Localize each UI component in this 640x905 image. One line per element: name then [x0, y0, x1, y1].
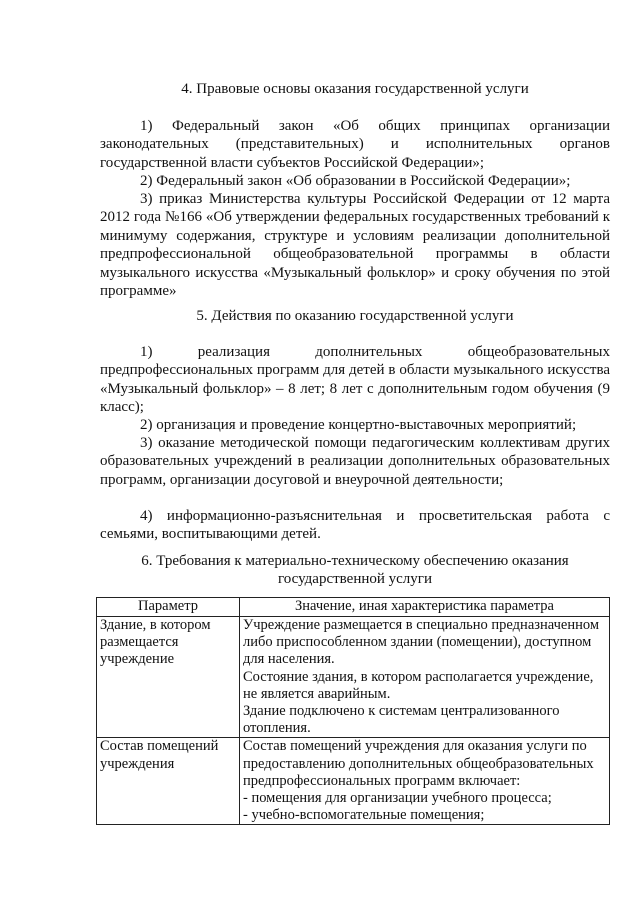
table-row — [97, 738, 610, 825]
section-5-item-3: 3) оказание методической помощи педагогическим коллективам других образовательных учреждений в реализации дополнительных образовательных программ, организации досуговой и внеурочной деятельности; — [100, 435, 610, 488]
section-5-item-1: 1) реализация дополнительных общеобразовательных предпрофессиональных программ для детей в области музыкального искусства «Музыкальный фольклор» – 8 лет; 8 лет с дополнительным годом обучения (9 класс); — [100, 344, 610, 416]
requirements-table — [96, 597, 610, 825]
header-value: Значение, иная характеристика параметра — [240, 598, 610, 617]
section-4-item-2: 2) Федеральный закон «Об образовании в Российской Федерации»; — [140, 173, 571, 189]
section-5-title: 5. Действия по оказанию государственной услуги — [196, 308, 514, 324]
row-2-value: Состав помещений учреждения для оказания услуги по предоставлению дополнительных общеобразовательных предпрофессиональных программ включает: - помещения для организации учебного процесса; - учебно-вспомогательные помещения; — [240, 738, 610, 825]
header-parameter: Параметр — [97, 598, 240, 617]
section-5-item-2: 2) организация и проведение концертно-выставочных мероприятий; — [140, 417, 577, 433]
row-1-param: Здание, в котором размещается учреждение — [97, 617, 240, 738]
row-2-param: Состав помещений учреждения — [97, 738, 240, 825]
section-4-item-1: 1) Федеральный закон «Об общих принципах организации законодательных (представительных) и исполнительных органов государственной власти субъектов Российской Федерации»; — [100, 118, 610, 171]
section-6-title-line-1: 6. Требования к материально-техническому обеспечению оказания — [141, 553, 569, 569]
table-row — [97, 617, 610, 738]
row-1-value: Учреждение размещается в специально предназначенном либо приспособленном здании (помещении), доступном для населения. Состояние здания, в котором располагается учреждение, не является аварийным. Здание подключено к системам централизованного отопления. — [240, 617, 610, 738]
table-header-row — [97, 598, 610, 617]
section-4-item-3: 3) приказ Министерства культуры Российской Федерации от 12 марта 2012 года №166 «Об утверждении федеральных государственных требований к минимуму содержания, структуре и условиям реализации дополнительной предпрофессиональной общеобразовательной программы в области музыкального искусства «Музыкальный фольклор» и сроку обучения по этой программе» — [100, 191, 610, 300]
section-5-item-4: 4) информационно-разъяснительная и просветительская работа с семьями, воспитывающими детей. — [100, 508, 610, 543]
section-6-title-line-2: государственной услуги — [278, 571, 432, 587]
section-4-title: 4. Правовые основы оказания государственной услуги — [181, 81, 529, 97]
